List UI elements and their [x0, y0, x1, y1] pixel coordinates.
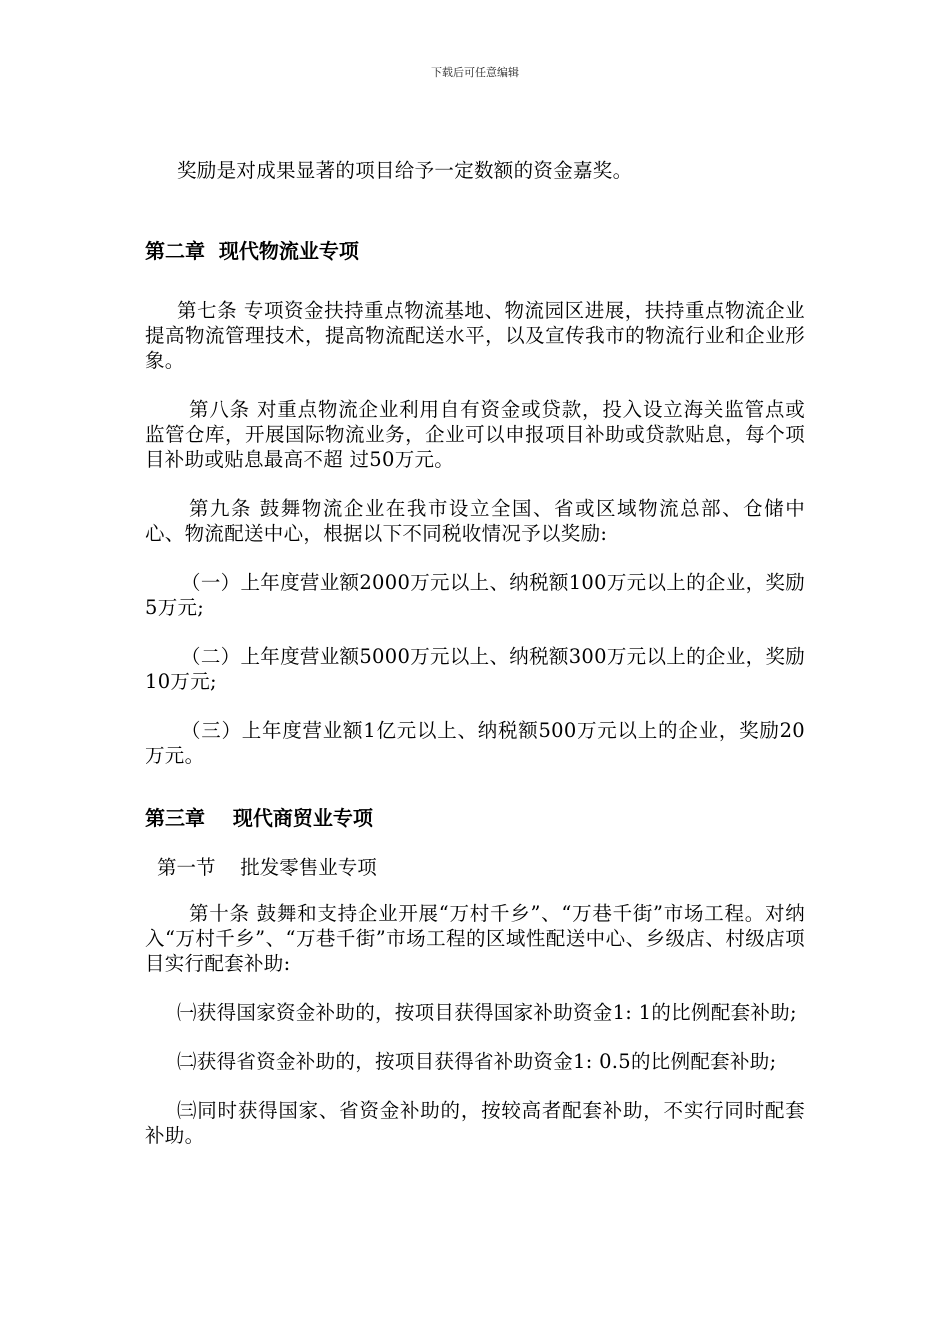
article-9-item-1: （一）上年度营业额2000万元以上、纳税额100万元以上的企业，奖励5万元; — [145, 571, 805, 619]
article-10-item-3: ㈢同时获得国家、省资金补助的，按较高者配套补助，不实行同时配套补助。 — [145, 1099, 805, 1147]
chapter-2-title: 第二章 现代物流业专项 — [145, 239, 359, 263]
article-9-item-2: （二）上年度营业额5000万元以上、纳税额300万元以上的企业，奖励10万元; — [145, 645, 805, 693]
chapter-3-title: 第三章 现代商贸业专项 — [145, 806, 373, 830]
article-7: 第七条 专项资金扶持重点物流基地、物流园区进展，扶持重点物流企业提高物流管理技术，提高物流配送水平，以及宣传我市的物流行业和企业形象。 — [145, 299, 805, 372]
article-8: 第八条 对重点物流企业利用自有资金或贷款，投入设立海关监管点或监管仓库，开展国际物流业务，企业可以申报项目补助或贷款贴息，每个项目补助或贴息最高不超 过50万元。 — [145, 398, 805, 471]
header-note: 下载后可任意编辑 — [431, 66, 519, 79]
section-1-title: 第一节 批发零售业专项 — [157, 856, 377, 879]
document-body — [145, 158, 805, 1148]
article-10-item-1: ㈠获得国家资金补助的，按项目获得国家补助资金1: 1的比例配套补助; — [177, 1001, 797, 1024]
article-9: 第九条 鼓舞物流企业在我市设立全国、省或区域物流总部、仓储中心、物流配送中心，根据以下不同税收情况予以奖励: — [145, 497, 805, 545]
paragraph-award-definition: 奖励是对成果显著的项目给予一定数额的资金嘉奖。 — [177, 159, 633, 182]
article-10-item-2: ㈡获得省资金补助的，按项目获得省补助资金1: 0.5的比例配套补助; — [177, 1050, 777, 1073]
article-9-item-3: （三）上年度营业额1亿元以上、纳税额500万元以上的企业，奖励20万元。 — [145, 719, 805, 767]
article-10: 第十条 鼓舞和支持企业开展“万村千乡”、“万巷千街”市场工程。对纳入“万村千乡”、“万巷千街”市场工程的区域性配送中心、乡级店、村级店项目实行配套补助: — [145, 902, 805, 975]
